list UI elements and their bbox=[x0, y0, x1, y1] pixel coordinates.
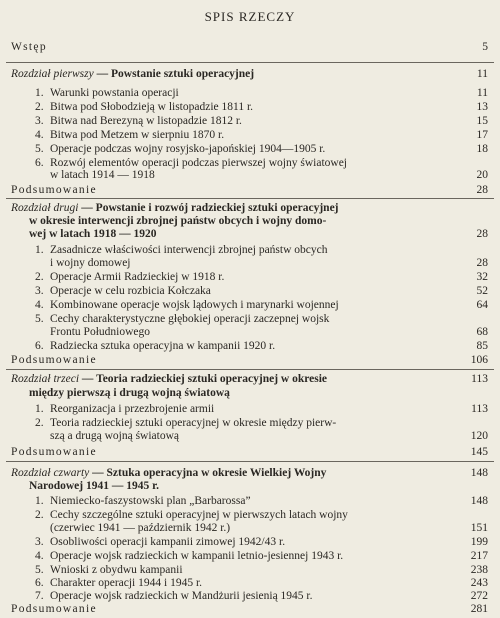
entry-number: 1. bbox=[35, 87, 44, 99]
entry-page: 17 bbox=[476, 129, 488, 141]
page-title: SPIS RZECZY bbox=[204, 9, 296, 24]
entry-page: 15 bbox=[476, 115, 488, 127]
toc-entry[interactable] bbox=[0, 128, 500, 142]
chapter-4-heading[interactable] bbox=[0, 466, 500, 480]
entry-page: 18 bbox=[476, 143, 488, 155]
entry-number: 3. bbox=[35, 285, 44, 297]
toc-entry[interactable] bbox=[0, 508, 500, 522]
chapter-2-heading-line-2 bbox=[0, 214, 500, 228]
chapter-label: Rozdział pierwszy bbox=[11, 68, 94, 80]
toc-entry[interactable] bbox=[0, 312, 500, 326]
entry-number: 2. bbox=[35, 509, 44, 521]
entry-number: 4. bbox=[35, 550, 44, 562]
entry-page: 28 bbox=[476, 228, 488, 240]
entry-number: 3. bbox=[35, 115, 44, 127]
entry-number: 4. bbox=[35, 299, 44, 311]
entry-title: Charakter operacji 1944 i 1945 r. bbox=[50, 577, 203, 589]
entry-title: Teoria radzieckiej sztuki operacyjnej w okresie między pierw- bbox=[50, 417, 337, 429]
summary-label: Podsumowanie bbox=[11, 446, 97, 458]
toc-entry[interactable] bbox=[0, 339, 500, 353]
toc-entry-intro[interactable] bbox=[0, 40, 500, 54]
chapter-4-heading-line-2 bbox=[0, 479, 500, 493]
chapter-title-continued: w okresie interwencji zbrojnej państw obcych i wojny domo- bbox=[29, 215, 327, 227]
toc-entry[interactable] bbox=[0, 284, 500, 298]
entry-title-continued: w latach 1914 — 1918 bbox=[50, 169, 155, 181]
separator bbox=[6, 198, 494, 199]
toc-entry-continued[interactable] bbox=[0, 256, 500, 270]
chapter-title-continued: Narodowej 1941 — 1945 r. bbox=[29, 480, 160, 492]
chapter-title-continued: wej w latach 1918 — 1920 bbox=[29, 228, 157, 240]
entry-title: Zasadnicze właściwości interwencji zbrojnej państw obcych bbox=[50, 244, 328, 256]
entry-page: 281 bbox=[470, 603, 488, 615]
chapter-2-summary[interactable] bbox=[0, 353, 500, 367]
toc-entry-continued[interactable] bbox=[0, 429, 500, 443]
entry-number: 2. bbox=[35, 417, 44, 429]
chapter-label: Rozdział czwarty bbox=[11, 467, 90, 479]
entry-number: 1. bbox=[35, 244, 44, 256]
toc-entry-continued[interactable] bbox=[0, 521, 500, 535]
entry-label: Wstęp bbox=[11, 41, 47, 53]
chapter-title: — Sztuka operacyjna w okresie Wielkiej Wojny bbox=[92, 467, 327, 479]
chapter-2-heading-line-3[interactable] bbox=[0, 227, 500, 241]
separator bbox=[6, 369, 494, 370]
entry-title: Kombinowane operacje wojsk lądowych i marynarki wojennej bbox=[50, 299, 339, 311]
entry-page: 20 bbox=[476, 169, 488, 181]
entry-page: 217 bbox=[470, 550, 488, 562]
entry-page: 113 bbox=[471, 373, 488, 385]
entry-title: Warunki powstania operacji bbox=[50, 87, 179, 99]
entry-title-continued: Frontu Południowego bbox=[50, 326, 150, 338]
toc-entry[interactable] bbox=[0, 86, 500, 100]
summary-label: Podsumowanie bbox=[11, 354, 97, 366]
entry-page: 113 bbox=[471, 403, 488, 415]
toc-entry[interactable] bbox=[0, 416, 500, 430]
entry-number: 2. bbox=[35, 271, 44, 283]
toc-entry[interactable] bbox=[0, 114, 500, 128]
entry-title: Osobliwości operacji kampanii zimowej 1942/43 r. bbox=[50, 536, 286, 548]
entry-page: 11 bbox=[476, 87, 488, 99]
entry-number: 2. bbox=[35, 101, 44, 113]
toc-entry[interactable] bbox=[0, 494, 500, 508]
chapter-title: — Powstanie sztuki operacyjnej bbox=[96, 68, 255, 80]
entry-page: 32 bbox=[476, 271, 488, 283]
toc-entry[interactable] bbox=[0, 563, 500, 577]
entry-page: 199 bbox=[470, 536, 488, 548]
toc-entry[interactable] bbox=[0, 142, 500, 156]
entry-page: 238 bbox=[470, 564, 488, 576]
entry-page: 243 bbox=[470, 577, 488, 589]
entry-title: Radziecka sztuka operacyjna w kampanii 1920 r. bbox=[50, 340, 276, 352]
chapter-title-continued: między pierwszą i drugą wojną światową bbox=[29, 387, 230, 399]
separator bbox=[6, 461, 494, 462]
chapter-2-heading[interactable] bbox=[0, 201, 500, 215]
toc-entry[interactable] bbox=[0, 243, 500, 257]
toc-entry[interactable] bbox=[0, 100, 500, 114]
chapter-1-heading[interactable] bbox=[0, 67, 500, 81]
entry-number: 7. bbox=[35, 590, 44, 602]
entry-title: Operacje wojsk radzieckich w Mandżurii jesienią 1945 r. bbox=[50, 590, 313, 602]
summary-label: Podsumowanie bbox=[11, 603, 97, 615]
chapter-3-summary[interactable] bbox=[0, 445, 500, 459]
entry-title-continued: szą a drugą wojną światową bbox=[50, 430, 180, 442]
entry-title: Operacje podczas wojny rosyjsko-japońskiej 1904—1905 r. bbox=[50, 143, 326, 155]
entry-page: 68 bbox=[476, 326, 488, 338]
toc-entry[interactable] bbox=[0, 402, 500, 416]
chapter-3-heading-line-2 bbox=[0, 386, 500, 400]
chapter-label: Rozdział drugi bbox=[11, 202, 79, 214]
entry-page: 272 bbox=[470, 590, 488, 602]
toc-entry-continued[interactable] bbox=[0, 168, 500, 182]
entry-title: Wnioski z obydwu kampanii bbox=[50, 564, 183, 576]
entry-title: Bitwa nad Berezyną w listopadzie 1812 r. bbox=[50, 115, 242, 127]
entry-title: Niemiecko-faszystowski plan „Barbarossa” bbox=[50, 495, 251, 507]
entry-number: 3. bbox=[35, 536, 44, 548]
entry-page: 52 bbox=[476, 285, 488, 297]
entry-page: 145 bbox=[470, 446, 488, 458]
entry-page: 13 bbox=[476, 101, 488, 113]
entry-page: 151 bbox=[470, 522, 488, 534]
chapter-4-summary[interactable] bbox=[0, 602, 500, 616]
chapter-1-summary[interactable] bbox=[0, 183, 500, 197]
entry-title-continued: i wojny domowej bbox=[50, 257, 131, 269]
chapter-title: — Powstanie i rozwój radzieckiej sztuki operacyjnej bbox=[81, 202, 339, 214]
entry-title: Rozwój elementów operacji podczas pierwszej wojny światowej bbox=[50, 157, 347, 169]
toc-entry[interactable] bbox=[0, 298, 500, 312]
entry-number: 5. bbox=[35, 143, 44, 155]
toc-entry[interactable] bbox=[0, 535, 500, 549]
entry-number: 1. bbox=[35, 495, 44, 507]
chapter-3-heading[interactable] bbox=[0, 372, 500, 386]
entry-page: 28 bbox=[476, 257, 488, 269]
entry-title: Cechy szczególne sztuki operacyjnej w pierwszych latach wojny bbox=[50, 509, 348, 521]
chapter-title: — Teoria radzieckiej sztuki operacyjnej w okresie bbox=[81, 373, 328, 385]
entry-page: 5 bbox=[482, 41, 488, 53]
entry-page: 28 bbox=[476, 184, 488, 196]
entry-page: 148 bbox=[470, 495, 488, 507]
entry-page: 85 bbox=[476, 340, 488, 352]
entry-page: 64 bbox=[476, 299, 488, 311]
entry-title: Operacje wojsk radzieckich w kampanii letnio-jesiennej 1943 r. bbox=[50, 550, 344, 562]
toc-entry[interactable] bbox=[0, 576, 500, 590]
toc-entry-continued[interactable] bbox=[0, 325, 500, 339]
entry-number: 6. bbox=[35, 340, 44, 352]
entry-number: 5. bbox=[35, 313, 44, 325]
toc-entry[interactable] bbox=[0, 549, 500, 563]
entry-title: Cechy charakterystyczne głębokiej operacji zaczepnej wojsk bbox=[50, 313, 330, 325]
entry-number: 6. bbox=[35, 157, 44, 169]
summary-label: Podsumowanie bbox=[11, 184, 97, 196]
entry-title: Reorganizacja i przezbrojenie armii bbox=[50, 403, 215, 415]
toc-entry[interactable] bbox=[0, 270, 500, 284]
separator bbox=[6, 62, 494, 63]
entry-title-continued: (czerwiec 1941 — październik 1942 r.) bbox=[50, 522, 231, 534]
entry-page: 148 bbox=[470, 467, 488, 479]
entry-title: Operacje w celu rozbicia Kołczaka bbox=[50, 285, 211, 297]
entry-title: Bitwa pod Metzem w sierpniu 1870 r. bbox=[50, 129, 225, 141]
entry-number: 1. bbox=[35, 403, 44, 415]
entry-title: Operacje Armii Radzieckiej w 1918 r. bbox=[50, 271, 225, 283]
entry-number: 5. bbox=[35, 564, 44, 576]
toc-entry[interactable] bbox=[0, 589, 500, 603]
entry-page: 120 bbox=[470, 430, 488, 442]
entry-number: 6. bbox=[35, 577, 44, 589]
entry-title: Bitwa pod Słobodzieją w listopadzie 1811 r. bbox=[50, 101, 254, 113]
entry-page: 11 bbox=[476, 68, 488, 80]
entry-number: 4. bbox=[35, 129, 44, 141]
entry-page: 106 bbox=[470, 354, 488, 366]
chapter-label: Rozdział trzeci bbox=[11, 373, 80, 385]
